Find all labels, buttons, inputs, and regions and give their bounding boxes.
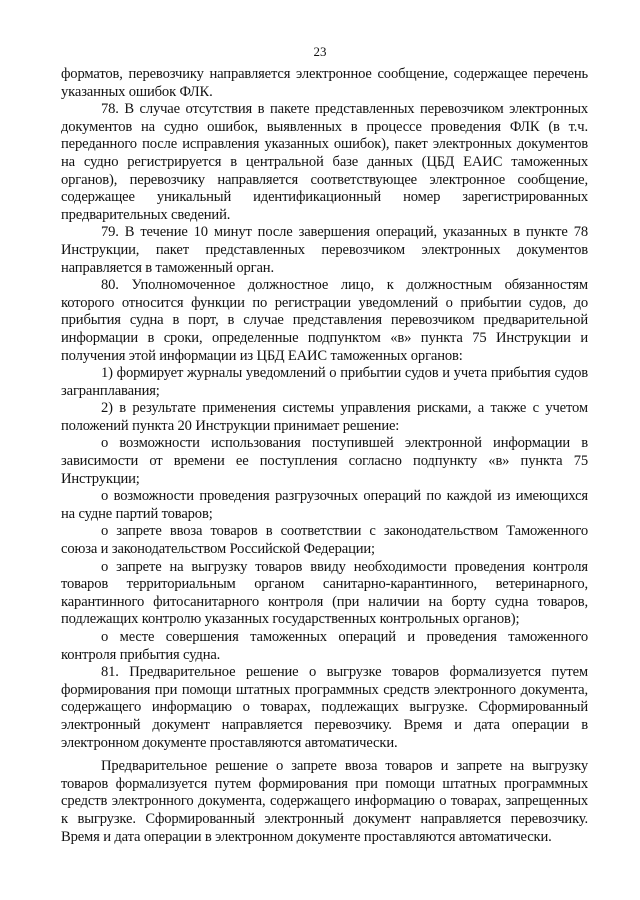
paragraph-continuation: форматов, перевозчику направляется электронное сообщение, содержащее перечень указанных ошибок ФЛК. [61,66,588,100]
paragraph-81-continued: Предварительное решение о запрете ввоза товаров и запрете на выгрузку товаров формализуется путем формирования при помощи штатных программных средств электронного документа, содержащего информацию о товарах, запрещенных к выгрузке. Сформированный электронный документ направляется перевозчику. Время и дата операции в электронном документе проставляются автоматически. [61,758,588,845]
paragraph-81: 81. Предварительное решение о выгрузке товаров формализуется путем формирования при помощи штатных программных средств электронного документа, содержащего информацию о товарах, подлежащих выгрузке. Сформированный электронный документ направляется перевозчику. Время и дата операции в электронном документе проставляются автоматически. [61,664,588,751]
decision-item-unloading: о возможности проведения разгрузочных операций по каждой из имеющихся на судне партий товаров; [61,488,588,522]
decision-item-place: о месте совершения таможенных операций и проведения таможенного контроля прибытия судна. [61,629,588,663]
paragraph-79: 79. В течение 10 минут после завершения операций, указанных в пункте 78 Инструкции, пакет представленных перевозчиком электронных документов направляется в таможенный орган. [61,224,588,276]
paragraph-80-item-1: 1) формирует журналы уведомлений о прибытии судов и учета прибытия судов загранплавания; [61,365,588,399]
decision-item-unloading-ban: о запрете на выгрузку товаров ввиду необходимости проведения контроля товаров территориальным органом санитарно-карантинного, ветеринарного, карантинного фитосанитарного контроля (при наличии на борту судна товаров, подлежащих контролю указанных государственных контрольных органов); [61,558,588,628]
paragraph-80-item-2: 2) в результате применения системы управления рисками, а также с учетом положений пункта 20 Инструкции принимает решение: [61,400,588,434]
paragraph-80: 80. Уполномоченное должностное лицо, к должностным обязанностям которого относится функции по регистрации уведомлений о прибытии судов, до прибытия судна в порт, в случае представления перевозчиком предварительной информации в сроки, определенные подпунктом «в» пункта 75 Инструкции и получения этой информации из ЦБД ЕАИС таможенных органов: [61,277,588,364]
decision-item-import-ban: о запрете ввоза товаров в соответствии с законодательством Таможенного союза и законодательством Российской Федерации; [61,523,588,558]
page-number: 23 [313,44,327,59]
document-body [61,66,588,846]
decision-item-electronic-info: о возможности использования поступившей электронной информации в зависимости от времени ее поступления согласно подпункту «в» пункта 75 Инструкции; [61,435,588,487]
paragraph-78: 78. В случае отсутствия в пакете представленных перевозчиком электронных документов на судно ошибок, выявленных в процессе проведения ФЛК (в т.ч. переданного после исправления указанных ошибок), пакет электронных документов на судно регистрируется в центральной базе данных (ЦБД ЕАИС таможенных органов), перевозчику направляется соответствующее электронное сообщение, содержащее уникальный идентификационный номер зарегистрированных предварительных сведений. [61,101,588,223]
